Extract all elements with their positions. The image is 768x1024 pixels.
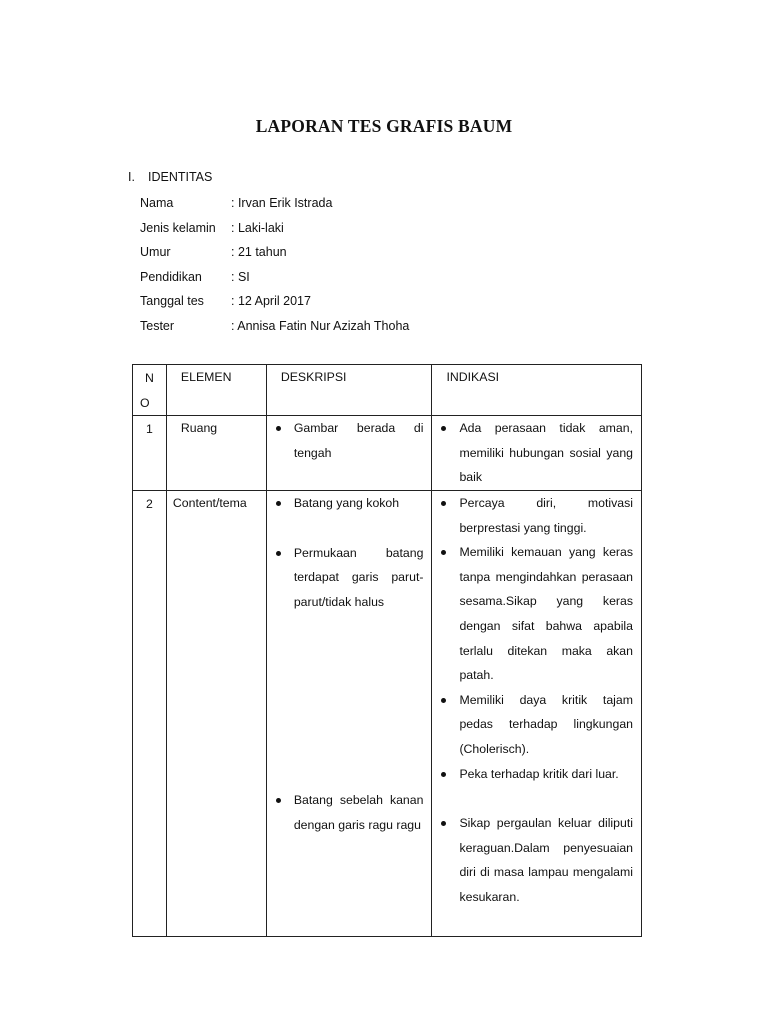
section-number: I.	[128, 170, 135, 184]
row-element: Content/tema	[166, 490, 266, 936]
header-description: DESKRIPSI	[266, 365, 432, 416]
section-heading	[128, 170, 212, 184]
row-description-cell	[266, 490, 432, 936]
identity-value: : 12 April 2017	[231, 294, 311, 308]
indication-item: Memiliki daya kritik tajam pedas terhadap lingkungan (Cholerisch).	[459, 688, 633, 762]
header-indication: INDIKASI	[432, 365, 642, 416]
row-number: 1	[133, 416, 167, 491]
indication-item: Peka terhadap kritik dari luar.	[459, 762, 633, 787]
identity-label: Tester	[140, 318, 175, 333]
identity-row-tester	[140, 317, 409, 342]
identity-row-age	[140, 243, 409, 268]
table-row	[133, 490, 642, 936]
indication-item: Percaya diri, motivasi berprestasi yang tinggi.	[459, 491, 633, 540]
table-header-row	[133, 365, 642, 416]
identity-label: Umur	[140, 245, 171, 259]
row-number: 2	[133, 490, 167, 936]
identity-value: : Irvan Erik Istrada	[231, 196, 333, 210]
identity-value: : 21 tahun	[231, 245, 287, 259]
description-item: Batang yang kokoh	[294, 491, 424, 516]
identity-label: Jenis kelamin	[140, 220, 216, 235]
header-no-line1: N	[145, 371, 154, 385]
header-element: ELEMEN	[166, 365, 266, 416]
identity-label: Nama	[140, 196, 174, 210]
description-item: Permukaan batang terdapat garis parut-parut/tidak halus	[294, 541, 424, 615]
section-title: IDENTITAS	[148, 170, 213, 184]
identity-value: : Laki-laki	[231, 220, 284, 235]
row-indication-cell	[432, 490, 642, 936]
analysis-table	[132, 364, 642, 937]
row-description-cell	[266, 416, 432, 491]
header-no-line2: O	[140, 395, 150, 410]
identity-value: : SI	[231, 269, 250, 284]
identity-row-gender	[140, 219, 409, 244]
identity-value: : Annisa Fatin Nur Azizah Thoha	[231, 318, 410, 333]
indication-item: Memiliki kemauan yang keras tanpa mengindahkan perasaan sesama.Sikap yang keras dengan sifat bahwa apabila terlalu ditekan maka akan patah.	[459, 540, 633, 688]
identity-label: Tanggal tes	[140, 294, 204, 308]
identity-row-test-date	[140, 292, 409, 317]
identity-row-education	[140, 268, 409, 293]
indication-item: Sikap pergaulan keluar diliputi keraguan.Dalam penyesuaian diri di masa lampau mengalami kesukaran.	[459, 811, 633, 909]
header-no	[133, 365, 167, 416]
row-element: Ruang	[166, 416, 266, 491]
table-row	[133, 416, 642, 491]
row-indication-cell	[432, 416, 642, 491]
identity-row-name	[140, 194, 409, 219]
description-item: Batang sebelah kanan dengan garis ragu ragu	[294, 788, 424, 837]
identity-list	[140, 194, 409, 341]
document-title: LAPORAN TES GRAFIS BAUM	[255, 116, 513, 136]
description-item: Gambar berada di tengah	[294, 416, 424, 465]
identity-label: Pendidikan	[140, 269, 202, 284]
indication-item: Ada perasaan tidak aman, memiliki hubungan sosial yang baik	[459, 416, 633, 490]
